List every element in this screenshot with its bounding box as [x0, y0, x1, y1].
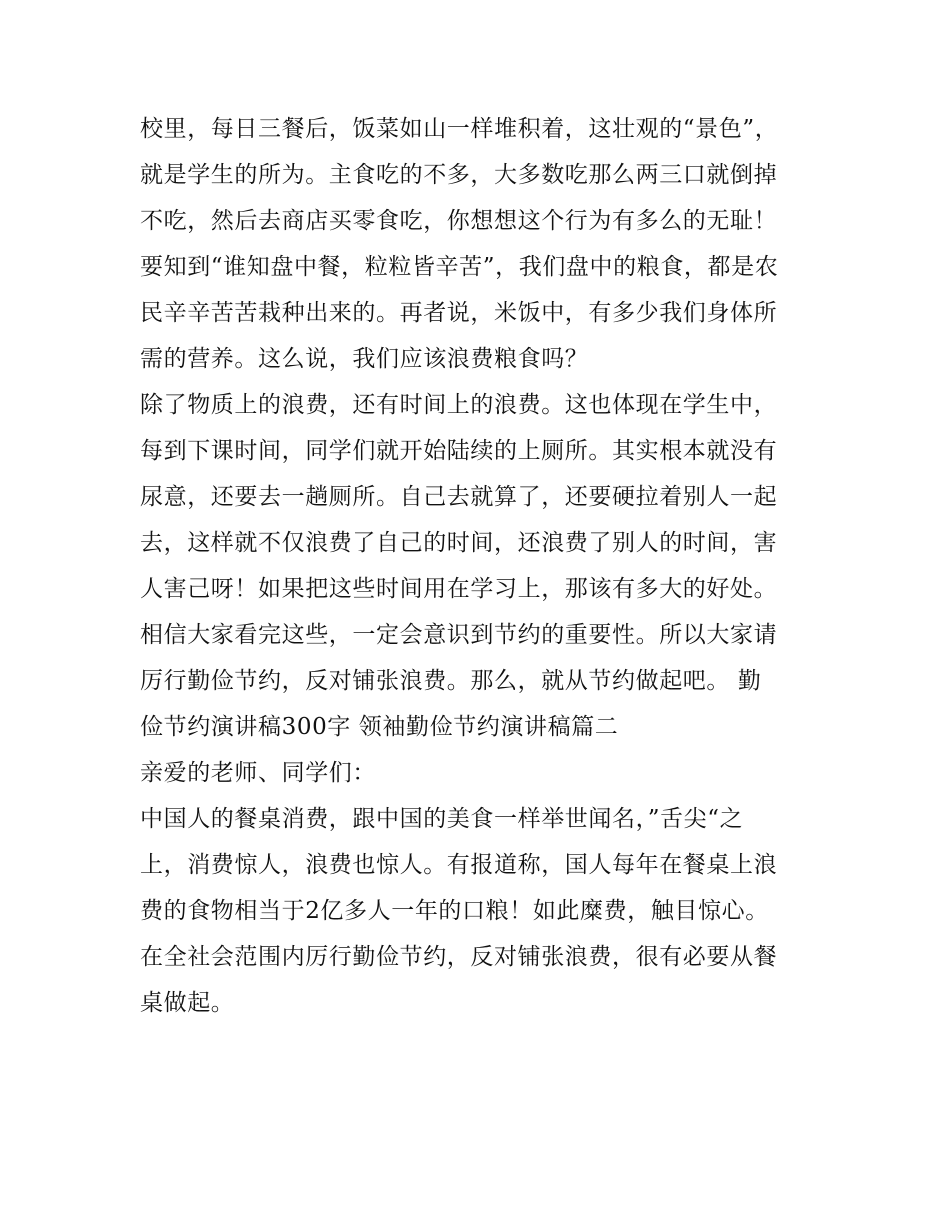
salutation-line: 亲爱的老师、同学们： — [140, 760, 376, 786]
text-line: 需的营养。这么说，我们应该浪费粮食吗？ — [140, 346, 589, 372]
text-line: 每到下课时间，同学们就开始陆续的上厕所。其实根本就没有 — [140, 438, 778, 464]
text-line: 尿意，还要去一趟厕所。自己去就算了，还要硬拉着别人一起 — [140, 484, 778, 510]
section-heading-line: 俭节约演讲稿300字 领袖勤俭节约演讲稿篇二 — [140, 714, 619, 740]
text-line: 不吃，然后去商店买零食吃，你想想这个行为有多么的无耻！ — [140, 208, 778, 234]
text-line: 中国人的餐桌消费，跟中国的美食一样举世闻名，”舌尖“之 — [140, 806, 744, 832]
text-line: 厉行勤俭节约，反对铺张浪费。那么，就从节约做起吧。 勤 — [140, 668, 762, 694]
text-line: 去，这样就不仅浪费了自己的时间，还浪费了别人的时间，害 — [140, 530, 778, 556]
text-line: 桌做起。 — [140, 990, 235, 1016]
text-line: 费的食物相当于2亿多人一年的口粮！如此糜费，触目惊心。 — [140, 898, 769, 924]
text-line: 人害己呀！如果把这些时间用在学习上，那该有多大的好处。 — [140, 576, 778, 602]
document-body — [140, 106, 830, 1026]
text-line: 就是学生的所为。主食吃的不多，大多数吃那么两三口就倒掉 — [140, 162, 778, 188]
text-line: 民辛辛苦苦栽种出来的。再者说，米饭中，有多少我们身体所 — [140, 300, 778, 326]
text-line: 校里，每日三餐后，饭菜如山一样堆积着，这壮观的“景色”， — [140, 116, 779, 142]
text-line: 在全社会范围内厉行勤俭节约，反对铺张浪费，很有必要从餐 — [140, 944, 778, 970]
text-line: 要知到“谁知盘中餐，粒粒皆辛苦”，我们盘中的粮食，都是农 — [140, 254, 779, 280]
text-line: 上，消费惊人，浪费也惊人。有报道称，国人每年在餐桌上浪 — [140, 852, 778, 878]
text-line: 除了物质上的浪费，还有时间上的浪费。这也体现在学生中， — [140, 392, 778, 418]
text-line: 相信大家看完这些，一定会意识到节约的重要性。所以大家请 — [140, 622, 778, 648]
